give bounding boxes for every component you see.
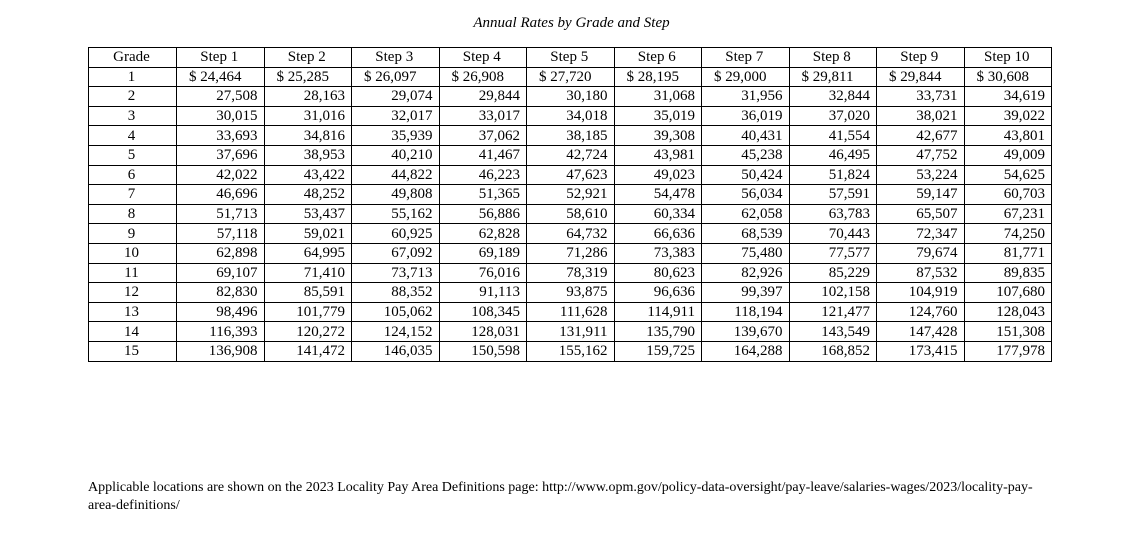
rate-cell: 71,286 — [527, 243, 615, 263]
column-header-step-9: Step 9 — [877, 48, 965, 68]
column-header-step-5: Step 5 — [527, 48, 615, 68]
rate-cell: 48,252 — [264, 185, 352, 205]
rate-cell: 128,031 — [439, 322, 527, 342]
table-row — [89, 302, 1052, 322]
grade-cell: 4 — [89, 126, 177, 146]
rate-cell: 85,229 — [789, 263, 877, 283]
rate-cell: 75,480 — [702, 243, 790, 263]
table-header-row — [89, 48, 1052, 68]
rate-cell: 73,383 — [614, 243, 702, 263]
rate-cell: 57,118 — [177, 224, 265, 244]
rate-cell: 96,636 — [614, 283, 702, 303]
rate-cell: 31,016 — [264, 106, 352, 126]
rate-cell: 87,532 — [877, 263, 965, 283]
rate-cell: 67,231 — [964, 204, 1052, 224]
rate-cell: 37,696 — [177, 145, 265, 165]
rate-cell: 101,779 — [264, 302, 352, 322]
rate-cell: 30,180 — [527, 87, 615, 107]
table-row — [89, 106, 1052, 126]
column-header-step-7: Step 7 — [702, 48, 790, 68]
rate-cell: 124,152 — [352, 322, 440, 342]
rate-cell: 35,019 — [614, 106, 702, 126]
rate-cell: 52,921 — [527, 185, 615, 205]
rate-cell: 70,443 — [789, 224, 877, 244]
rate-cell: 37,020 — [789, 106, 877, 126]
rate-cell: 108,345 — [439, 302, 527, 322]
rate-cell: 46,223 — [439, 165, 527, 185]
rate-cell: 147,428 — [877, 322, 965, 342]
rate-cell: 46,696 — [177, 185, 265, 205]
table-row — [89, 243, 1052, 263]
rate-cell: 55,162 — [352, 204, 440, 224]
rate-cell: 76,016 — [439, 263, 527, 283]
rate-cell: 39,308 — [614, 126, 702, 146]
rate-cell: 111,628 — [527, 302, 615, 322]
column-header-step-4: Step 4 — [439, 48, 527, 68]
rate-cell: 56,886 — [439, 204, 527, 224]
rate-cell: 49,808 — [352, 185, 440, 205]
rate-cell: 54,478 — [614, 185, 702, 205]
table-row — [89, 145, 1052, 165]
rate-cell: 98,496 — [177, 302, 265, 322]
rate-cell: 37,062 — [439, 126, 527, 146]
rate-cell: 105,062 — [352, 302, 440, 322]
rate-cell: 42,724 — [527, 145, 615, 165]
rate-cell: 114,911 — [614, 302, 702, 322]
table-row — [89, 204, 1052, 224]
column-header-step-10: Step 10 — [964, 48, 1052, 68]
rate-cell: $ 26,097 — [352, 67, 440, 87]
footnote: Applicable locations are shown on the 2023 Locality Pay Area Definitions page: http://www.opm.gov/policy-data-oversight/pay-leave/salaries-wages/2023/locality-pay-area-definitions/ — [88, 480, 1033, 513]
rate-cell: 69,107 — [177, 263, 265, 283]
rate-cell: 38,185 — [527, 126, 615, 146]
table-body — [89, 67, 1052, 361]
rate-cell: 27,508 — [177, 87, 265, 107]
rate-cell: 42,677 — [877, 126, 965, 146]
rate-cell: 66,636 — [614, 224, 702, 244]
table-row — [89, 283, 1052, 303]
rate-cell: 39,022 — [964, 106, 1052, 126]
rate-cell: 89,835 — [964, 263, 1052, 283]
column-header-step-8: Step 8 — [789, 48, 877, 68]
rate-cell: 159,725 — [614, 341, 702, 361]
rate-cell: 40,431 — [702, 126, 790, 146]
rate-cell: 79,674 — [877, 243, 965, 263]
table-row — [89, 341, 1052, 361]
rate-cell: 31,956 — [702, 87, 790, 107]
rate-cell: 88,352 — [352, 283, 440, 303]
rate-cell: 41,554 — [789, 126, 877, 146]
column-header-step-1: Step 1 — [177, 48, 265, 68]
rate-cell: 49,023 — [614, 165, 702, 185]
column-header-step-6: Step 6 — [614, 48, 702, 68]
rate-cell: 45,238 — [702, 145, 790, 165]
rate-cell: $ 26,908 — [439, 67, 527, 87]
rate-cell: 60,703 — [964, 185, 1052, 205]
rate-cell: 104,919 — [877, 283, 965, 303]
rate-cell: 143,549 — [789, 322, 877, 342]
rate-cell: 93,875 — [527, 283, 615, 303]
rate-cell: $ 29,844 — [877, 67, 965, 87]
rate-cell: 43,422 — [264, 165, 352, 185]
rate-cell: 41,467 — [439, 145, 527, 165]
rate-cell: 38,953 — [264, 145, 352, 165]
rate-cell: 135,790 — [614, 322, 702, 342]
rate-cell: 33,731 — [877, 87, 965, 107]
rate-cell: 173,415 — [877, 341, 965, 361]
rate-cell: 85,591 — [264, 283, 352, 303]
rate-cell: 62,058 — [702, 204, 790, 224]
rate-cell: 139,670 — [702, 322, 790, 342]
rate-cell: 69,189 — [439, 243, 527, 263]
rate-cell: 124,760 — [877, 302, 965, 322]
rate-cell: 177,978 — [964, 341, 1052, 361]
rate-cell: 36,019 — [702, 106, 790, 126]
grade-cell: 13 — [89, 302, 177, 322]
rate-cell: 68,539 — [702, 224, 790, 244]
rate-cell: 72,347 — [877, 224, 965, 244]
table-row — [89, 126, 1052, 146]
rate-cell: 42,022 — [177, 165, 265, 185]
rate-cell: 146,035 — [352, 341, 440, 361]
rate-cell: 64,995 — [264, 243, 352, 263]
grade-cell: 10 — [89, 243, 177, 263]
column-header-step-3: Step 3 — [352, 48, 440, 68]
rate-cell: 44,822 — [352, 165, 440, 185]
rate-cell: 78,319 — [527, 263, 615, 283]
rate-cell: 28,163 — [264, 87, 352, 107]
rate-cell: 77,577 — [789, 243, 877, 263]
rate-cell: 34,018 — [527, 106, 615, 126]
grade-cell: 7 — [89, 185, 177, 205]
rate-cell: 64,732 — [527, 224, 615, 244]
rate-cell: 131,911 — [527, 322, 615, 342]
grade-cell: 11 — [89, 263, 177, 283]
rate-cell: 57,591 — [789, 185, 877, 205]
rate-cell: 63,783 — [789, 204, 877, 224]
rate-cell: 29,844 — [439, 87, 527, 107]
rate-cell: $ 30,608 — [964, 67, 1052, 87]
rate-cell: 82,926 — [702, 263, 790, 283]
rate-cell: 33,693 — [177, 126, 265, 146]
grade-cell: 8 — [89, 204, 177, 224]
rate-cell: 121,477 — [789, 302, 877, 322]
rate-cell: 62,828 — [439, 224, 527, 244]
rate-cell: 59,021 — [264, 224, 352, 244]
rate-cell: 99,397 — [702, 283, 790, 303]
column-header-grade: Grade — [89, 48, 177, 68]
grade-cell: 9 — [89, 224, 177, 244]
rate-cell: 80,623 — [614, 263, 702, 283]
rate-cell: 81,771 — [964, 243, 1052, 263]
grade-cell: 14 — [89, 322, 177, 342]
rate-cell: 128,043 — [964, 302, 1052, 322]
column-header-step-2: Step 2 — [264, 48, 352, 68]
rate-cell: 60,334 — [614, 204, 702, 224]
rate-cell: 56,034 — [702, 185, 790, 205]
table-row — [89, 87, 1052, 107]
grade-cell: 3 — [89, 106, 177, 126]
rate-cell: 51,713 — [177, 204, 265, 224]
rate-cell: 43,801 — [964, 126, 1052, 146]
rate-cell: 155,162 — [527, 341, 615, 361]
table-row — [89, 322, 1052, 342]
rate-cell: 43,981 — [614, 145, 702, 165]
rate-cell: $ 28,195 — [614, 67, 702, 87]
rate-cell: 141,472 — [264, 341, 352, 361]
rate-cell: 62,898 — [177, 243, 265, 263]
rate-cell: $ 24,464 — [177, 67, 265, 87]
rate-cell: 74,250 — [964, 224, 1052, 244]
rate-cell: 102,158 — [789, 283, 877, 303]
rate-cell: 34,816 — [264, 126, 352, 146]
rate-cell: 32,017 — [352, 106, 440, 126]
rate-cell: 54,625 — [964, 165, 1052, 185]
rate-cell: 47,623 — [527, 165, 615, 185]
grade-cell: 1 — [89, 67, 177, 87]
table-title: Annual Rates by Grade and Step — [473, 15, 670, 31]
rate-cell: 164,288 — [702, 341, 790, 361]
rate-cell: 35,939 — [352, 126, 440, 146]
rate-cell: 82,830 — [177, 283, 265, 303]
rate-cell: 60,925 — [352, 224, 440, 244]
rate-cell: 151,308 — [964, 322, 1052, 342]
rate-cell: 53,224 — [877, 165, 965, 185]
rate-cell: 73,713 — [352, 263, 440, 283]
rate-cell: 67,092 — [352, 243, 440, 263]
rate-cell: 168,852 — [789, 341, 877, 361]
rate-cell: 59,147 — [877, 185, 965, 205]
rate-cell: 71,410 — [264, 263, 352, 283]
rate-cell: 32,844 — [789, 87, 877, 107]
rate-cell: 107,680 — [964, 283, 1052, 303]
grade-cell: 2 — [89, 87, 177, 107]
rate-cell: 91,113 — [439, 283, 527, 303]
rate-cell: 65,507 — [877, 204, 965, 224]
rate-cell: 29,074 — [352, 87, 440, 107]
rate-cell: 118,194 — [702, 302, 790, 322]
rate-cell: 47,752 — [877, 145, 965, 165]
rate-cell: 34,619 — [964, 87, 1052, 107]
rate-cell: 150,598 — [439, 341, 527, 361]
grade-cell: 12 — [89, 283, 177, 303]
table-row — [89, 224, 1052, 244]
rate-cell: 46,495 — [789, 145, 877, 165]
rate-cell: 30,015 — [177, 106, 265, 126]
rate-cell: 136,908 — [177, 341, 265, 361]
rate-cell: 33,017 — [439, 106, 527, 126]
grade-cell: 6 — [89, 165, 177, 185]
rate-cell: 31,068 — [614, 87, 702, 107]
rate-cell: $ 27,720 — [527, 67, 615, 87]
rate-cell: 51,365 — [439, 185, 527, 205]
grade-cell: 15 — [89, 341, 177, 361]
rate-cell: 116,393 — [177, 322, 265, 342]
rate-cell: $ 25,285 — [264, 67, 352, 87]
table-row — [89, 185, 1052, 205]
rate-cell: 51,824 — [789, 165, 877, 185]
rate-cell: 49,009 — [964, 145, 1052, 165]
table-row — [89, 165, 1052, 185]
rate-cell: 53,437 — [264, 204, 352, 224]
rate-cell: 40,210 — [352, 145, 440, 165]
rate-cell: $ 29,811 — [789, 67, 877, 87]
rate-cell: 50,424 — [702, 165, 790, 185]
pay-rate-table — [88, 47, 1052, 362]
rate-cell: $ 29,000 — [702, 67, 790, 87]
grade-cell: 5 — [89, 145, 177, 165]
table-row — [89, 263, 1052, 283]
rate-cell: 38,021 — [877, 106, 965, 126]
table-row — [89, 67, 1052, 87]
rate-cell: 58,610 — [527, 204, 615, 224]
rate-cell: 120,272 — [264, 322, 352, 342]
